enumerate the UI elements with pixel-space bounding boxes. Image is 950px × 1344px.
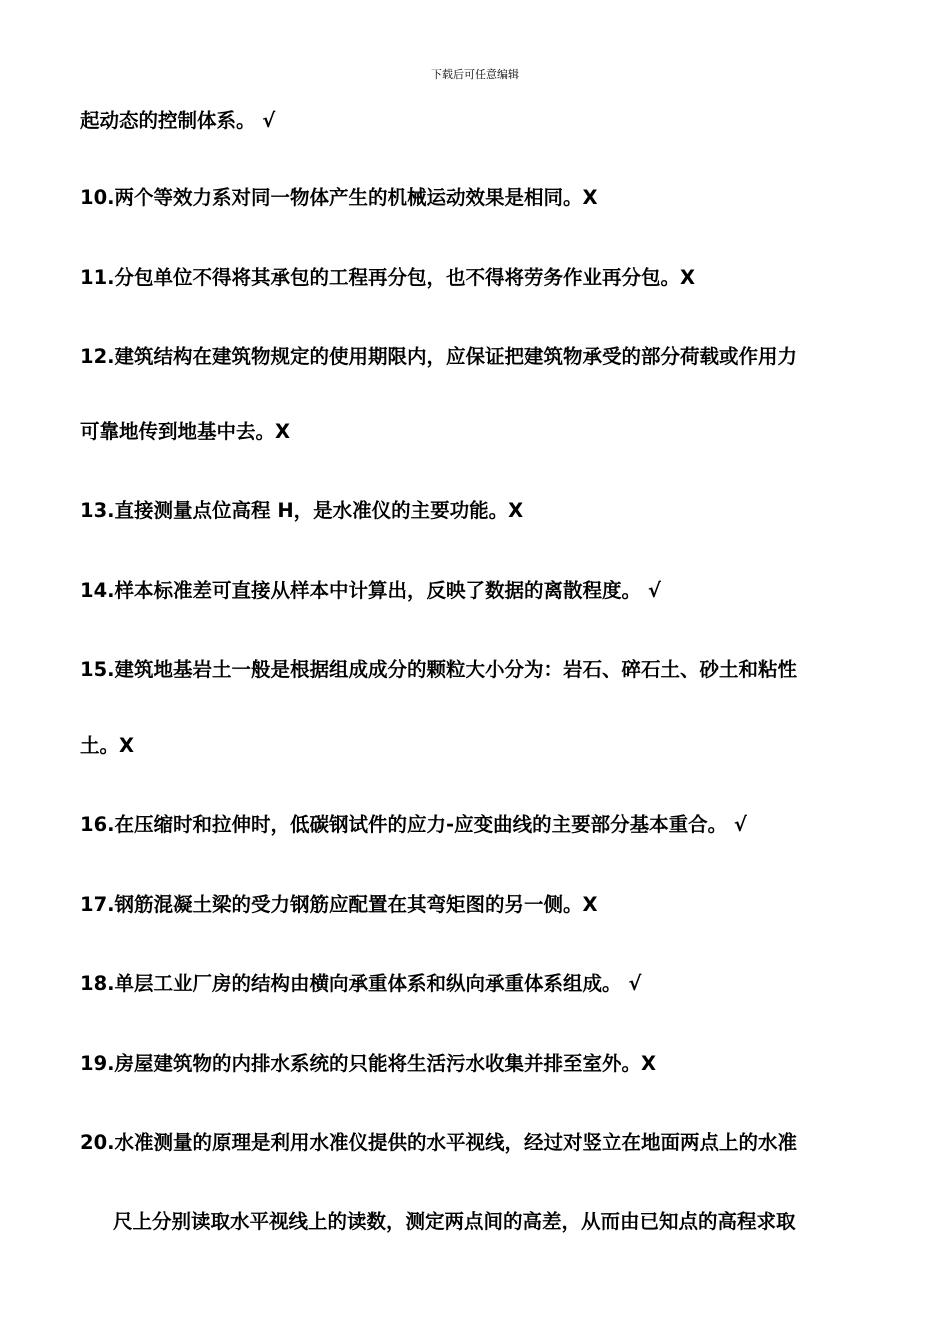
item-13: 13.直接测量点位高程 H，是水准仪的主要功能。X [80, 499, 524, 522]
item-17: 17.钢筋混凝土梁的受力钢筋应配置在其弯矩图的另一侧。X [80, 893, 598, 916]
page-header: 下载后可任意编辑 [431, 68, 519, 81]
item-11: 11.分包单位不得将其承包的工程再分包，也不得将劳务作业再分包。X [80, 266, 696, 289]
item-10: 10.两个等效力系对同一物体产生的机械运动效果是相同。X [80, 186, 598, 209]
text-line-1: 起动态的控制体系。 √ [80, 109, 276, 132]
item-12: 12.建筑结构在建筑物规定的使用期限内，应保证把建筑物承受的部分荷载或作用力 [80, 345, 798, 368]
item-16: 16.在压缩时和拉伸时，低碳钢试件的应力-应变曲线的主要部分基本重合。 √ [80, 813, 747, 836]
item-12-continued: 可靠地传到地基中去。X [80, 420, 291, 443]
item-14: 14.样本标准差可直接从样本中计算出，反映了数据的离散程度。 √ [80, 579, 661, 602]
item-20-continued: 尺上分别读取水平视线上的读数，测定两点间的高差，从而由已知点的高程求取 [113, 1210, 796, 1233]
item-20: 20.水准测量的原理是利用水准仪提供的水平视线，经过对竖立在地面两点上的水准 [80, 1131, 798, 1154]
item-15-continued: 土。X [80, 734, 135, 757]
item-15: 15.建筑地基岩土一般是根据组成成分的颗粒大小分为：岩石、碎石土、砂土和粘性 [80, 658, 798, 681]
item-19: 19.房屋建筑物的内排水系统的只能将生活污水收集并排至室外。X [80, 1052, 657, 1075]
item-18: 18.单层工业厂房的结构由横向承重体系和纵向承重体系组成。 √ [80, 972, 642, 995]
